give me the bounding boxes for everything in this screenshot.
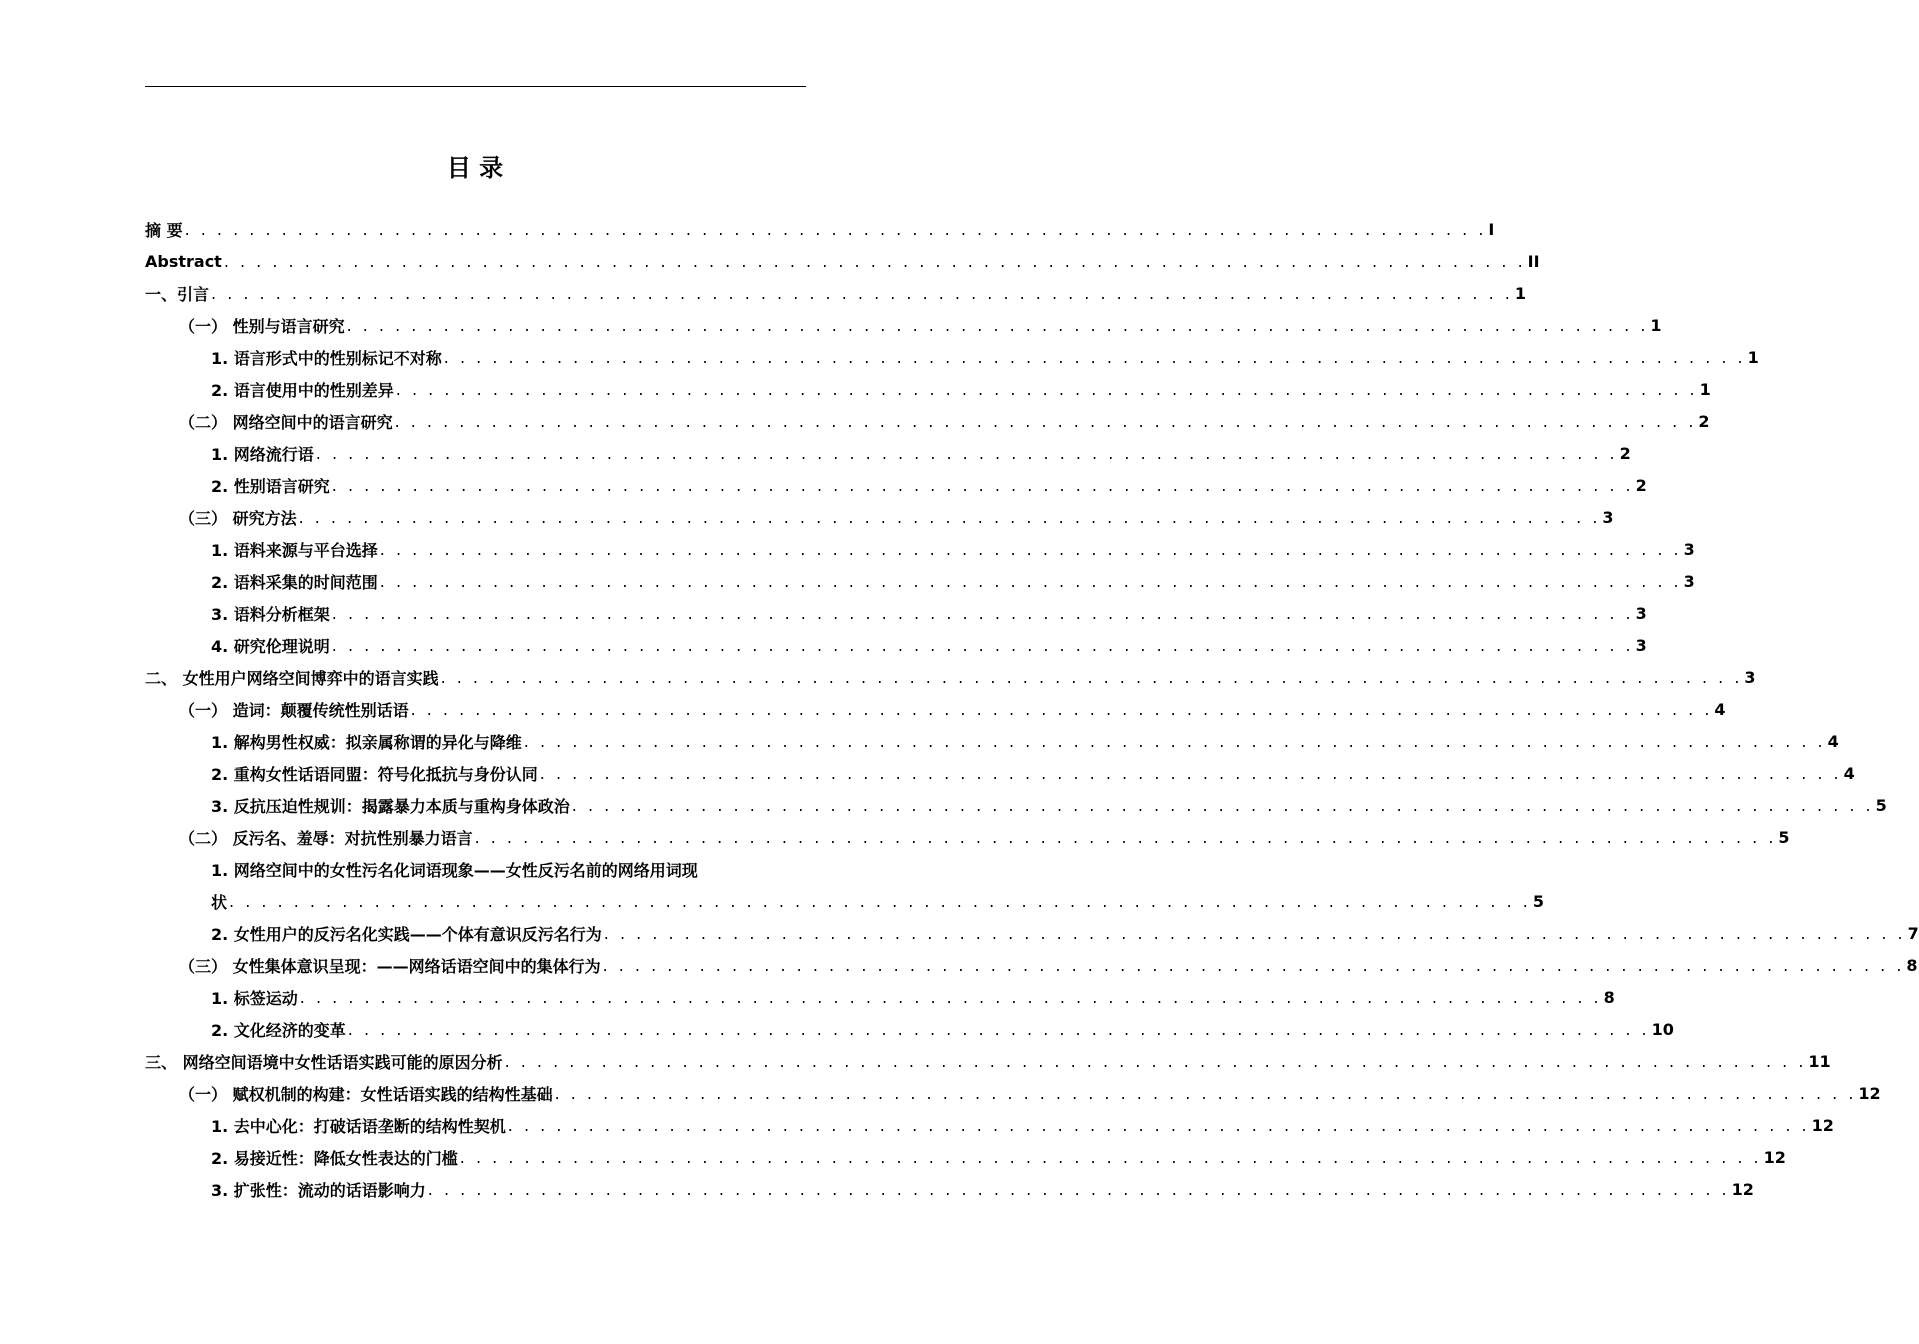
toc-leader-dots: . . . . . . . . . . . . . . . . . . . . . . . . . . . . . . . . . . . . . . . . . . . . . . . . . . . . . . . . . . . . . . . . . . . . . . . . . . . . . . . . .	[395, 379, 1698, 399]
toc-leader-dots: . . . . . . . . . . . . . . . . . . . . . . . . . . . . . . . . . . . . . . . . . . . . . . . . . . . . . . . . . . . . . . . . . . . . . . . . . . . . . . . . .	[410, 699, 1713, 719]
toc-entry[interactable]	[145, 501, 1614, 533]
toc-page-number: I	[1488, 219, 1495, 239]
toc-entry[interactable]	[145, 725, 1839, 757]
toc-entry-title: 二、 女性用户网络空间博弈中的语言实践	[145, 668, 439, 688]
header-rule	[145, 86, 806, 87]
toc-entry[interactable]	[145, 757, 1855, 789]
toc-page-number: 3	[1744, 667, 1756, 687]
toc-leader-dots: . . . . . . . . . . . . . . . . . . . . . . . . . . . . . . . . . . . . . . . . . . . . . . . . . . . . . . . . . . . . . . . . . . . . . . . . . . . . . . . . .	[539, 763, 1842, 783]
toc-entry-title: （一） 造词：颠覆传统性别话语	[179, 700, 409, 720]
toc-entry[interactable]	[145, 1109, 1834, 1141]
toc-entry[interactable]	[145, 469, 1647, 501]
toc-entry[interactable]	[145, 277, 1526, 309]
toc-entry[interactable]	[145, 789, 1887, 821]
toc-entry[interactable]	[145, 981, 1615, 1013]
toc-page-number: 4	[1843, 763, 1855, 783]
toc-page-number: 4	[1827, 731, 1839, 751]
toc-leader-dots: . . . . . . . . . . . . . . . . . . . . . . . . . . . . . . . . . . . . . . . . . . . . . . . . . . . . . . . . . . . . . . . . . . . . . . . . . . . . . . . . .	[523, 731, 1826, 751]
toc-entry[interactable]	[145, 213, 1495, 245]
toc-entry-title: Abstract	[145, 251, 222, 271]
toc-entry-title: （三） 研究方法	[179, 508, 297, 528]
toc-entry-title: 2. 女性用户的反污名化实践——个体有意识反污名行为	[211, 924, 602, 944]
toc-leader-dots: . . . . . . . . . . . . . . . . . . . . . . . . . . . . . . . . . . . . . . . . . . . . . . . . . . . . . . . . . . . . . . . . . . . . . . . . . . . . . . . . .	[602, 955, 1905, 975]
toc-page-number: 3	[1635, 603, 1647, 623]
toc-entry-title: 2. 语言使用中的性别差异	[211, 380, 394, 400]
toc-entry[interactable]	[145, 1045, 1831, 1077]
toc-entry-title: 3. 扩张性：流动的话语影响力	[211, 1180, 426, 1200]
toc-page-number: 1	[1747, 347, 1759, 367]
toc-entry[interactable]	[145, 1013, 1674, 1045]
toc-leader-dots: . . . . . . . . . . . . . . . . . . . . . . . . . . . . . . . . . . . . . . . . . . . . . . . . . . . . . . . . . . . . . . . . . . . . . . . . . . . . . . . . .	[394, 411, 1697, 431]
toc-entry-title: 3. 语料分析框架	[211, 604, 330, 624]
toc-page-number: 1	[1699, 379, 1711, 399]
toc-entry[interactable]	[145, 341, 1759, 373]
toc-leader-dots: . . . . . . . . . . . . . . . . . . . . . . . . . . . . . . . . . . . . . . . . . . . . . . . . . . . . . . . . . . . . . . . . . . . . . . . . . . . . . . . . .	[440, 667, 1743, 687]
toc-entry-title: 1. 去中心化：打破话语垄断的结构性契机	[211, 1116, 506, 1136]
toc-entry[interactable]	[145, 949, 1918, 981]
toc-page-number: 12	[1858, 1083, 1881, 1103]
toc-page-number: 12	[1763, 1147, 1786, 1167]
toc-entry-title: （三） 女性集体意识呈现：——网络话语空间中的集体行为	[179, 956, 601, 976]
toc-entry[interactable]	[145, 533, 1695, 565]
toc-leader-dots: . . . . . . . . . . . . . . . . . . . . . . . . . . . . . . . . . . . . . . . . . . . . . . . . . . . . . . . . . . . . . . . . . . . . . . . . . . . . . . . . .	[554, 1083, 1857, 1103]
toc-entry[interactable]	[145, 821, 1790, 853]
toc-page-number: 1	[1514, 283, 1526, 303]
toc-page-number: 8	[1906, 955, 1918, 975]
toc-entry[interactable]	[145, 373, 1711, 405]
toc-entry-wrapped-line1[interactable]: 1. 网络空间中的女性污名化词语现象——女性反污名前的网络用词现	[211, 860, 698, 880]
toc-entry[interactable]	[145, 1141, 1786, 1173]
toc-entry[interactable]	[145, 885, 1544, 917]
toc-entry-title: 3. 反抗压迫性规训：揭露暴力本质与重构身体政治	[211, 796, 570, 816]
toc-leader-dots: . . . . . . . . . . . . . . . . . . . . . . . . . . . . . . . . . . . . . . . . . . . . . . . . . . . . . . . . . . . . . . . . . . . . . . . . . . . . . . . . .	[331, 603, 1634, 623]
toc-page-number: 5	[1778, 827, 1790, 847]
toc-entry[interactable]	[145, 1077, 1881, 1109]
toc-entry[interactable]	[145, 629, 1647, 661]
toc-entry-title: 1. 网络流行语	[211, 444, 314, 464]
toc-entry-title: （一） 赋权机制的构建：女性话语实践的结构性基础	[179, 1084, 553, 1104]
toc-leader-dots: . . . . . . . . . . . . . . . . . . . . . . . . . . . . . . . . . . . . . . . . . . . . . . . . . . . . . . . . . . . . . . . . . . . . . . . . . . . . . . . . .	[184, 219, 1487, 239]
toc-entry-title: 三、 网络空间语境中女性话语实践可能的原因分析	[145, 1052, 503, 1072]
toc-entry-title: 2. 文化经济的变革	[211, 1020, 346, 1040]
toc-entry[interactable]	[145, 437, 1631, 469]
toc-page-number: 1	[1650, 315, 1662, 335]
toc-page-number: 7	[1907, 923, 1919, 943]
toc-entry[interactable]	[145, 245, 1540, 277]
toc-page-number: 3	[1683, 539, 1695, 559]
toc-leader-dots: . . . . . . . . . . . . . . . . . . . . . . . . . . . . . . . . . . . . . . . . . . . . . . . . . . . . . . . . . . . . . . . . . . . . . . . . . . . . . . . . .	[443, 347, 1746, 367]
toc-leader-dots: . . . . . . . . . . . . . . . . . . . . . . . . . . . . . . . . . . . . . . . . . . . . . . . . . . . . . . . . . . . . . . . . . . . . . . . . . . . . . . . . .	[603, 923, 1906, 943]
toc-leader-dots: . . . . . . . . . . . . . . . . . . . . . . . . . . . . . . . . . . . . . . . . . . . . . . . . . . . . . . . . . . . . . . . . . . . . . . . . . . . . . . . . .	[331, 635, 1634, 655]
toc-entry-title: 摘 要	[145, 220, 183, 240]
toc-page-number: 3	[1602, 507, 1614, 527]
toc-entry[interactable]	[145, 565, 1695, 597]
toc-leader-dots: . . . . . . . . . . . . . . . . . . . . . . . . . . . . . . . . . . . . . . . . . . . . . . . . . . . . . . . . . . . . . . . . . . . . . . . . . . . . . . . . .	[299, 987, 1602, 1007]
toc-leader-dots: . . . . . . . . . . . . . . . . . . . . . . . . . . . . . . . . . . . . . . . . . . . . . . . . . . . . . . . . . . . . . . . . . . . . . . . . . . . . . . . . .	[379, 571, 1682, 591]
toc-leader-dots: . . . . . . . . . . . . . . . . . . . . . . . . . . . . . . . . . . . . . . . . . . . . . . . . . . . . . . . . . . . . . . . . . . . . . . . . . . . . . . . . .	[507, 1115, 1810, 1135]
toc-leader-dots: . . . . . . . . . . . . . . . . . . . . . . . . . . . . . . . . . . . . . . . . . . . . . . . . . . . . . . . . . . . . . . . . . . . . . . . . . . . . . . . . .	[347, 1019, 1650, 1039]
toc-leader-dots: . . . . . . . . . . . . . . . . . . . . . . . . . . . . . . . . . . . . . . . . . . . . . . . . . . . . . . . . . . . . . . . . . . . . . . . . . . . . . . . . .	[504, 1051, 1807, 1071]
toc-page-number: 3	[1683, 571, 1695, 591]
page-title: 目 录	[446, 154, 504, 182]
toc-page-number: 12	[1731, 1179, 1754, 1199]
toc-leader-dots: . . . . . . . . . . . . . . . . . . . . . . . . . . . . . . . . . . . . . . . . . . . . . . . . . . . . . . . . . . . . . . . . . . . . . . . . . . . . . . . . .	[571, 795, 1874, 815]
toc-entry-title: 一、引言	[145, 284, 210, 304]
toc-entry[interactable]	[145, 661, 1756, 693]
toc-leader-dots: . . . . . . . . . . . . . . . . . . . . . . . . . . . . . . . . . . . . . . . . . . . . . . . . . . . . . . . . . . . . . . . . . . . . . . . . . . . . . . . . .	[346, 315, 1649, 335]
toc-page-number: 2	[1619, 443, 1631, 463]
toc-page-number: 10	[1651, 1019, 1674, 1039]
toc-entry-title: 2. 易接近性：降低女性表达的门槛	[211, 1148, 458, 1168]
toc-leader-dots: . . . . . . . . . . . . . . . . . . . . . . . . . . . . . . . . . . . . . . . . . . . . . . . . . . . . . . . . . . . . . . . . . . . . . . . . . . . . . . . . .	[223, 251, 1526, 271]
toc-page-number: 4	[1714, 699, 1726, 719]
toc-page-number: 3	[1635, 635, 1647, 655]
toc-page-number: 5	[1875, 795, 1887, 815]
toc-leader-dots: . . . . . . . . . . . . . . . . . . . . . . . . . . . . . . . . . . . . . . . . . . . . . . . . . . . . . . . . . . . . . . . . . . . . . . . . . . . . . . . . .	[298, 507, 1601, 527]
toc-leader-dots: . . . . . . . . . . . . . . . . . . . . . . . . . . . . . . . . . . . . . . . . . . . . . . . . . . . . . . . . . . . . . . . . . . . . . . . . . . . . . . . . .	[379, 539, 1682, 559]
toc-entry[interactable]	[145, 597, 1647, 629]
toc-entry-title: （一） 性别与语言研究	[179, 316, 345, 336]
toc-page-number: 12	[1811, 1115, 1834, 1135]
toc-entry-title: 1. 标签运动	[211, 988, 298, 1008]
toc-entry-title: （二） 反污名、羞辱：对抗性别暴力语言	[179, 828, 473, 848]
toc-leader-dots: . . . . . . . . . . . . . . . . . . . . . . . . . . . . . . . . . . . . . . . . . . . . . . . . . . . . . . . . . . . . . . . . . . . . . . . . . . . . . . . . .	[427, 1179, 1730, 1199]
toc-entry-title: 2. 重构女性话语同盟：符号化抵抗与身份认同	[211, 764, 538, 784]
toc-leader-dots: . . . . . . . . . . . . . . . . . . . . . . . . . . . . . . . . . . . . . . . . . . . . . . . . . . . . . . . . . . . . . . . . . . . . . . . . . . . . . . . . .	[229, 891, 1531, 911]
toc-entry-title: 1. 语料来源与平台选择	[211, 540, 378, 560]
toc-entry-title: 1. 解构男性权威：拟亲属称谓的异化与降维	[211, 732, 522, 752]
toc-entry-title: 4. 研究伦理说明	[211, 636, 330, 656]
toc-leader-dots: . . . . . . . . . . . . . . . . . . . . . . . . . . . . . . . . . . . . . . . . . . . . . . . . . . . . . . . . . . . . . . . . . . . . . . . . . . . . . . . . .	[459, 1147, 1762, 1167]
toc-page-number: 5	[1532, 891, 1544, 911]
toc-entry-title: 2. 性别语言研究	[211, 476, 330, 496]
toc-page-number: 11	[1808, 1051, 1831, 1071]
toc-leader-dots: . . . . . . . . . . . . . . . . . . . . . . . . . . . . . . . . . . . . . . . . . . . . . . . . . . . . . . . . . . . . . . . . . . . . . . . . . . . . . . . . .	[315, 443, 1618, 463]
toc-entry[interactable]	[145, 1173, 1754, 1205]
toc-page-number: 2	[1635, 475, 1647, 495]
toc-entry-title: 状	[211, 892, 228, 912]
toc-entry-title: 2. 语料采集的时间范围	[211, 572, 378, 592]
toc-entry-title: 1. 语言形式中的性别标记不对称	[211, 348, 442, 368]
toc-page-number: 2	[1698, 411, 1710, 431]
toc-leader-dots: . . . . . . . . . . . . . . . . . . . . . . . . . . . . . . . . . . . . . . . . . . . . . . . . . . . . . . . . . . . . . . . . . . . . . . . . . . . . . . . . .	[474, 827, 1777, 847]
toc-page-number: II	[1527, 251, 1540, 271]
toc-entry[interactable]	[145, 405, 1710, 437]
toc-entry-title: （二） 网络空间中的语言研究	[179, 412, 393, 432]
toc-leader-dots: . . . . . . . . . . . . . . . . . . . . . . . . . . . . . . . . . . . . . . . . . . . . . . . . . . . . . . . . . . . . . . . . . . . . . . . . . . . . . . . . .	[331, 475, 1634, 495]
toc-entry[interactable]	[145, 693, 1726, 725]
table-of-contents	[145, 213, 1919, 1205]
toc-leader-dots: . . . . . . . . . . . . . . . . . . . . . . . . . . . . . . . . . . . . . . . . . . . . . . . . . . . . . . . . . . . . . . . . . . . . . . . . . . . . . . . . .	[211, 283, 1513, 303]
toc-page-number: 8	[1603, 987, 1615, 1007]
toc-entry[interactable]	[145, 917, 1919, 949]
toc-entry[interactable]	[145, 309, 1662, 341]
